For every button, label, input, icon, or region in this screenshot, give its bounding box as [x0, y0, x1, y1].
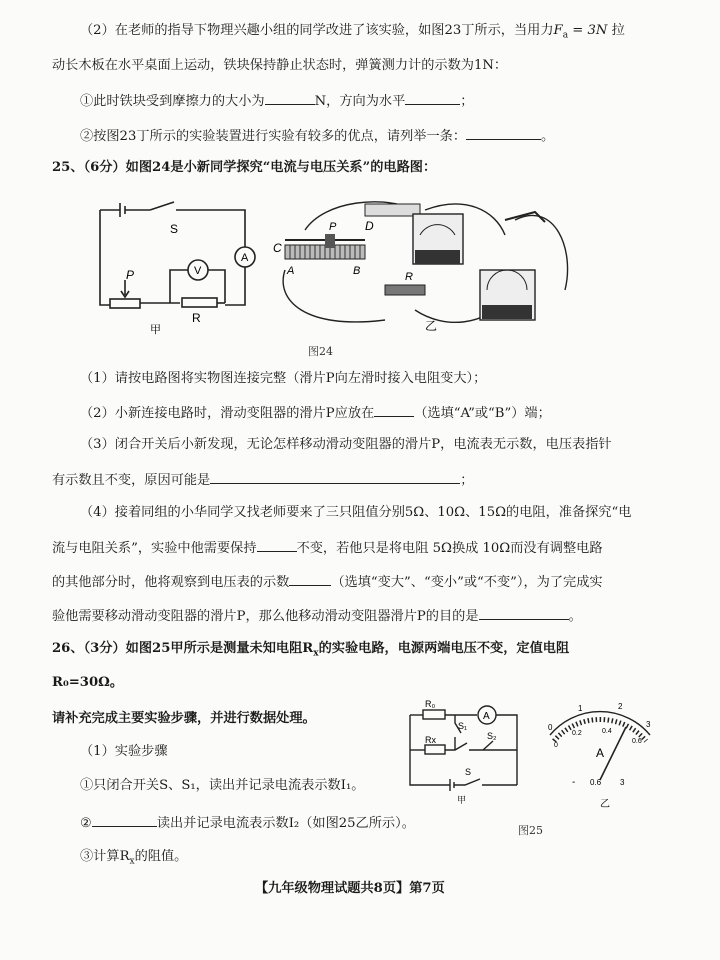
q26-header-text: 26、（3分）如图25甲所示是测量未知电阻: [52, 641, 303, 656]
dial-inner-tick-0.4: 0.4: [602, 728, 612, 735]
rheostat-terminal-b: B: [353, 265, 361, 277]
force-symbol: F: [553, 23, 563, 38]
keep-constant-blank[interactable]: [257, 538, 297, 552]
q26-header-text2: 的实验电路，电源两端电压不变，定值电阻: [318, 641, 570, 656]
slider-purpose-blank[interactable]: [479, 606, 569, 620]
slider-label: P: [126, 268, 135, 282]
q25-header: 25、（6分）如图24是小新同学探究“电流与电压关系”的电路图：: [52, 160, 437, 175]
q25-part2-end: （选填“A”或“B”）端；: [414, 406, 551, 421]
figure-25-caption: 图25: [518, 824, 543, 837]
force-value: = 3N: [568, 23, 608, 38]
q26-step3: [80, 848, 187, 871]
q25-part1: （1）请按电路图将实物图连接完整（滑片P向左滑时接入电阻变大）；: [80, 371, 487, 386]
figure-jia-label: 甲: [150, 324, 161, 335]
friction-size-blank[interactable]: [265, 91, 315, 105]
dial-tick-0: 0: [548, 723, 553, 732]
dial-inner-tick-0.2: 0.2: [572, 730, 582, 737]
q24-sub1-text: ①此时铁块受到摩擦力的大小为: [80, 94, 265, 109]
q25-part4-text-a: 流与电阻关系”，实验中他需要保持: [52, 541, 257, 556]
figure-24-circuit-diagram: [90, 195, 265, 335]
q26-step2-marker: ②: [80, 816, 92, 831]
dial-tick-1: 1: [578, 704, 583, 713]
q26-header-line2: R₀=30Ω。: [52, 675, 124, 690]
dial-tick-2: 2: [618, 702, 623, 711]
q26-step2: [80, 813, 415, 833]
dial-unit-label: A: [596, 746, 605, 760]
q25-part4-line3: [52, 572, 603, 592]
fig25-yi-label: 乙: [600, 799, 610, 810]
friction-direction-blank[interactable]: [405, 91, 460, 105]
apparatus-resistor-label: R: [405, 271, 413, 283]
fig25-s1-label: S₁: [458, 721, 468, 731]
q25-part2: [80, 403, 551, 423]
q24-sub1-text2: N，方向为水平: [314, 94, 406, 109]
fig25-jia-label: 甲: [457, 795, 467, 805]
q26-step3-text: ③计算: [80, 849, 120, 864]
advantage-blank[interactable]: [466, 126, 541, 140]
q25-part4-line4: [52, 606, 582, 626]
q26-instruction: 请补充完成主要实验步骤，并进行数据处理。: [52, 711, 316, 726]
q25-part4-text-e: 验他需要移动滑动变阻器的滑片P，那么他移动滑动变阻器滑片P的目的是: [52, 609, 479, 624]
rheostat-terminal-a: A: [287, 265, 295, 277]
figure-24-caption: 图24: [308, 345, 333, 358]
q25-part3-line1: （3）闭合开关后小新发现，无论怎样移动滑动变阻器的滑片P，电流表无示数，电压表指针: [80, 437, 612, 452]
rheostat-terminal-d: D: [365, 219, 374, 233]
fig25-s2-label: S₂: [487, 731, 497, 741]
slider-position-blank[interactable]: [374, 403, 414, 417]
fig25-r0-label: R₀: [425, 699, 436, 709]
switch-label: S: [170, 222, 179, 236]
terminal-minus: -: [572, 777, 576, 788]
q26-step3-rx: R: [119, 849, 130, 864]
voltmeter-change-blank[interactable]: [289, 572, 331, 586]
q24-intro-line2: 动长木板在水平桌面上运动，铁块保持静止状态时，弹簧测力计的示数为1N：: [52, 58, 508, 73]
q25-part3-end: ；: [460, 473, 474, 488]
q26-step2-text: 读出并记录电流表示数I₂（如图25乙所示）。: [156, 816, 415, 831]
q24-sub2-text: ②按图23丁所示的实验装置进行实验有较多的优点，请列举一条：: [80, 129, 467, 144]
q26-header-line1: [52, 640, 569, 663]
q26-step-title: （1）实验步骤: [80, 744, 168, 759]
q24-intro-line1: [80, 22, 625, 45]
dial-tick-3: 3: [646, 720, 651, 729]
fig25-rx-label: Rx: [425, 735, 436, 745]
q26-step3-rx-sub: x: [129, 856, 135, 867]
q24-sub1: [80, 91, 473, 111]
figure-24-apparatus: [265, 190, 585, 340]
rx-symbol: R: [302, 641, 314, 656]
q25-part4-line1: （4）接着同组的小华同学又找老师要来了三只阻值分别5Ω、10Ω、15Ω的电阻，准备探究“电: [80, 505, 632, 520]
ammeter-symbol: A: [241, 252, 249, 264]
dial-inner-tick-0: 0: [554, 742, 558, 749]
terminal-3: 3: [620, 778, 625, 787]
dial-inner-tick-0.6: 0.6: [632, 738, 642, 745]
figure-25-ammeter-dial: [540, 695, 660, 815]
q24-sub2-end: 。: [541, 129, 555, 144]
q25-part4-line2: [52, 538, 603, 558]
q25-part4-end: 。: [568, 609, 582, 624]
q26-step1: ①只闭合开关S、S₁，读出并记录电流表示数I₁。: [80, 778, 365, 793]
q26-step3-end: 的阻值。: [134, 849, 188, 864]
rheostat-slider-p: P: [329, 221, 337, 233]
fig25-s-label: S: [465, 767, 472, 777]
rheostat-terminal-c: C: [273, 241, 282, 255]
figure-yi-label: 乙: [425, 319, 438, 333]
q25-part4-text-d: （选填“变大”、“变小”或“不变”），为了完成实: [331, 575, 603, 590]
terminal-0.6: 0.6: [590, 778, 602, 787]
q24-sub2: [80, 126, 554, 146]
step2-operation-blank[interactable]: [92, 813, 157, 827]
q25-part2-text: （2）小新连接电路时，滑动变阻器的滑片P应放在: [80, 406, 375, 421]
force-subscript: a: [562, 30, 569, 41]
resistor-label: R: [192, 311, 201, 325]
q25-part3-line2: [52, 470, 473, 490]
fig25-ammeter-symbol: A: [483, 711, 490, 722]
figure-25-circuit: [405, 695, 525, 805]
q25-part4-text-b: 不变，若他只是将电阻 5Ω换成 10Ω而没有调整电路: [296, 541, 603, 556]
q25-part4-text-c: 的其他部分时，他将观察到电压表的示数: [52, 575, 290, 590]
voltmeter-symbol: V: [194, 265, 202, 277]
rx-subscript: x: [313, 648, 319, 659]
q24-sub1-end: ；: [460, 94, 474, 109]
page-footer: 【九年级物理试题共8页】第7页: [255, 881, 445, 896]
fault-reason-blank[interactable]: [210, 470, 460, 484]
q25-part3-text: 有示数且不变，原因可能是: [52, 473, 211, 488]
q24-intro-text: （2）在老师的指导下物理兴趣小组的同学改进了该实验，如图23丁所示，当用力: [80, 23, 554, 38]
q24-intro-end: 拉: [607, 23, 625, 38]
